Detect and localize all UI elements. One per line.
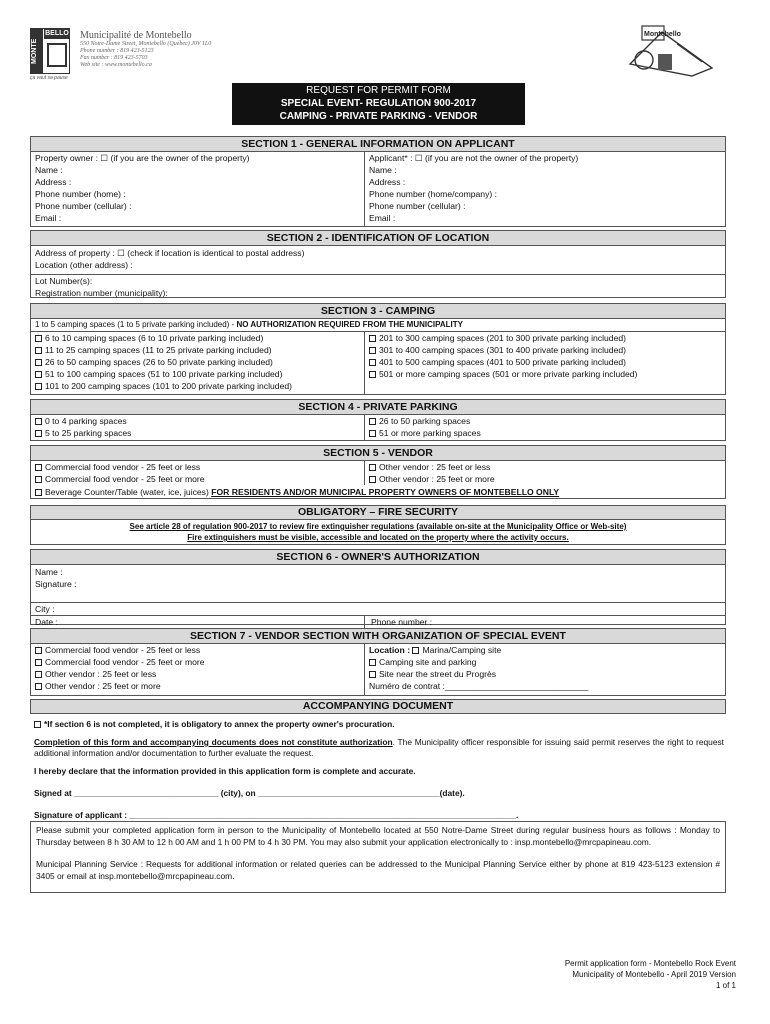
procuration-note: *If section 6 is not completed, it is obligatory to annex the property owner's procuration.: [34, 719, 724, 729]
vendor-event-option[interactable]: Other vendor : 25 feet or more: [31, 680, 364, 692]
section-7-header: SECTION 7 - VENDOR SECTION WITH ORGANIZATION OF SPECIAL EVENT: [30, 628, 726, 644]
parking-option[interactable]: 26 to 50 parking spaces: [365, 415, 725, 427]
fire-security-body: [30, 520, 726, 545]
checkbox[interactable]: [35, 335, 42, 342]
owner-address-field[interactable]: Address :: [35, 177, 72, 187]
owner-auth-phone-field[interactable]: Phone number :: [371, 617, 433, 627]
checkbox[interactable]: [369, 418, 376, 425]
vendor-option[interactable]: Commercial food vendor - 25 feet or more: [31, 473, 364, 485]
disclaimer-bold: Completion of this form and accompanying documents does not constitute authorization: [34, 737, 393, 747]
section-6-header: SECTION 6 - OWNER'S AUTHORIZATION: [30, 549, 726, 565]
owner-phone-home-field[interactable]: Phone number (home) :: [35, 189, 126, 199]
section-4-body: [30, 415, 726, 441]
checkbox[interactable]: [35, 464, 42, 471]
section-5-body: [30, 461, 726, 499]
camping-1-5-text: [31, 319, 725, 331]
applicant-signature-field[interactable]: Signature of applicant : ___________________________________________________________________________________.: [34, 810, 519, 820]
web-text: Web site : www.montebello.ca: [80, 62, 152, 68]
event-logo-text: Montebello: [644, 31, 681, 38]
section-3-header: SECTION 3 - CAMPING: [30, 303, 726, 319]
owner-auth-date-field[interactable]: Date :: [35, 617, 58, 627]
event-logo: [622, 24, 722, 80]
municipality-contact: [80, 41, 211, 69]
fax-text: Fax number : 819 423-5703: [80, 55, 148, 61]
submission-info-box: [30, 821, 726, 893]
owner-email-field[interactable]: Email :: [35, 213, 62, 223]
checkbox[interactable]: [35, 489, 42, 496]
municipality-logo: [30, 28, 70, 74]
logo-text-monte: MONTE: [31, 29, 43, 73]
checkbox[interactable]: [35, 359, 42, 366]
residents-only-text: FOR RESIDENTS AND/OR MUNICIPAL PROPERTY OWNERS OF MONTEBELLO ONLY: [211, 487, 560, 497]
applicant-column: [365, 152, 725, 224]
disclaimer-paragraph: Completion of this form and accompanying documents does not constitute authorization. The Municipality officer responsible for issuing said permit reserves the right to request additional information and/or documentation to further evaluate the request.: [34, 737, 724, 758]
section-4-header: SECTION 4 - PRIVATE PARKING: [30, 399, 726, 415]
checkbox[interactable]: [35, 418, 42, 425]
checkbox[interactable]: [369, 335, 376, 342]
location-option[interactable]: Site near the street du Progrès: [365, 668, 725, 680]
title-line-1: REQUEST FOR PERMIT FORM: [306, 85, 451, 96]
applicant-field[interactable]: Applicant* : ☐ (if you are not the owner of the property): [369, 153, 579, 163]
section-6-body: [30, 565, 726, 625]
lot-number-field[interactable]: Lot Number(s):: [35, 276, 93, 286]
footer-form-name: Permit application form - Montebello Rock Event: [564, 959, 736, 968]
parking-option[interactable]: 0 to 4 parking spaces: [31, 415, 364, 427]
footer-page-number: 1 of 1: [715, 981, 736, 990]
logo-caption: ça vaut sa pause: [30, 75, 68, 81]
registration-number-field[interactable]: Registration number (municipality):: [35, 288, 168, 298]
section-1-header: SECTION 1 - GENERAL INFORMATION ON APPLICANT: [30, 136, 726, 152]
checkbox[interactable]: [35, 383, 42, 390]
checkbox[interactable]: [35, 476, 42, 483]
checkbox[interactable]: [35, 647, 42, 654]
checkbox[interactable]: [35, 671, 42, 678]
checkbox[interactable]: [369, 359, 376, 366]
owner-phone-cell-field[interactable]: Phone number (cellular) :: [35, 201, 132, 211]
applicant-address-field[interactable]: Address :: [369, 177, 406, 187]
owner-name-field[interactable]: Name :: [35, 165, 63, 175]
owner-column: [31, 152, 364, 224]
no-authorization-text: NO AUTHORIZATION REQUIRED FROM THE MUNICIPALITY: [236, 320, 463, 329]
section-5-header: SECTION 5 - VENDOR: [30, 445, 726, 461]
location-other-field[interactable]: Location (other address) :: [35, 260, 133, 270]
logo-text-bello: BELLO: [45, 30, 69, 37]
location-option[interactable]: Location : Marina/Camping site: [369, 645, 502, 655]
section-7-body: [30, 644, 726, 696]
camping-1-5-label: 1 to 5 camping spaces (1 to 5 private parking included) -: [35, 320, 237, 329]
planning-service-info: Municipal Planning Service : Requests for additional information or related queries can be addressed to the Municipal Planning Service either by phone at 819 423-5123 extension # 3405 or email at insp.montebello@mrcpapineau.com.: [36, 859, 720, 881]
vendor-event-option[interactable]: Other vendor : 25 feet or less: [31, 668, 364, 680]
contract-number-field[interactable]: Numéro de contrat :______________________________: [369, 681, 589, 691]
beverage-option[interactable]: Beverage Counter/Table (water, ice, juices) FOR RESIDENTS AND/OR MUNICIPAL PROPERTY OWNERS OF MONTEBELLO ONLY: [31, 486, 725, 498]
applicant-email-field[interactable]: Email :: [369, 213, 396, 223]
camping-option[interactable]: 501 or more camping spaces (501 or more private parking included): [365, 368, 725, 380]
title-line-3: CAMPING - PRIVATE PARKING - VENDOR: [279, 111, 478, 122]
municipality-name: Municipalité de Montebello: [80, 30, 192, 41]
checkbox[interactable]: [35, 659, 42, 666]
declaration-text: I hereby declare that the information provided in this application form is complete and accurate.: [34, 766, 416, 776]
camping-option[interactable]: 11 to 25 camping spaces (11 to 25 private parking included): [31, 344, 364, 356]
vendor-event-option[interactable]: Commercial food vendor - 25 feet or less: [31, 644, 364, 656]
property-address-field[interactable]: Address of property : ☐ (check if location is identical to postal address): [35, 248, 305, 258]
vendor-option[interactable]: Other vendor : 25 feet or more: [365, 473, 725, 485]
page-footer: [440, 958, 736, 991]
parking-option[interactable]: 5 to 25 parking spaces: [31, 427, 364, 439]
section-2-header: SECTION 2 - IDENTIFICATION OF LOCATION: [30, 230, 726, 246]
checkbox[interactable]: [369, 430, 376, 437]
checkbox[interactable]: [369, 659, 376, 666]
checkbox[interactable]: [369, 476, 376, 483]
phone-text: Phone number : 819 423-5123: [80, 48, 154, 54]
footer-version: Municipality of Montebello - April 2019 Version: [572, 970, 736, 979]
checkbox[interactable]: [369, 347, 376, 354]
checkbox[interactable]: [412, 647, 419, 654]
location-label: Location :: [369, 645, 411, 655]
camping-option[interactable]: 201 to 300 camping spaces (201 to 300 private parking included): [365, 332, 725, 344]
owner-auth-city-field[interactable]: City :: [35, 604, 55, 614]
camping-option[interactable]: 101 to 200 camping spaces (101 to 200 private parking included): [31, 380, 364, 392]
camping-option[interactable]: 6 to 10 camping spaces (6 to 10 private parking included): [31, 332, 364, 344]
checkbox[interactable]: [369, 371, 376, 378]
applicant-phone-cell-field[interactable]: Phone number (cellular) :: [369, 201, 466, 211]
checkbox[interactable]: [35, 347, 42, 354]
signed-at-field[interactable]: Signed at _______________________________ (city), on _______________________________________(date).: [34, 788, 465, 798]
vendor-option[interactable]: Commercial food vendor - 25 feet or less: [31, 461, 364, 473]
location-option[interactable]: Camping site and parking: [365, 656, 725, 668]
checkbox[interactable]: [369, 671, 376, 678]
camping-option[interactable]: 26 to 50 camping spaces (26 to 50 private parking included): [31, 356, 364, 368]
submission-instructions: Please submit your completed application form in person to the Municipality of Montebello located at 550 Notre-Dame Street during regular business hours as follows : Monday to Thursday between 8 h 30 AM to 12 h 00 AM and 1 h 00 PM to 4 h 30 PM. You may also submit your application electronically to : insp.montebello@mrcpapineau.com.: [36, 825, 720, 847]
fire-security-header: OBLIGATORY – FIRE SECURITY: [30, 505, 726, 520]
parking-option[interactable]: 51 or more parking spaces: [365, 427, 725, 439]
fire-regulation-link: See article 28 of regulation 900-2017 to review fire extinguisher regulations (available on-site at the Municipality Office or Web-site): [129, 522, 627, 531]
owner-auth-name-field[interactable]: Name :: [35, 567, 63, 577]
accompanying-document-header: ACCOMPANYING DOCUMENT: [30, 699, 726, 714]
camping-option[interactable]: 51 to 100 camping spaces (51 to 100 private parking included): [31, 368, 364, 380]
vendor-option[interactable]: Other vendor : 25 feet or less: [365, 461, 725, 473]
title-line-2: SPECIAL EVENT- REGULATION 900-2017: [280, 98, 477, 109]
checkbox[interactable]: [34, 721, 41, 728]
camping-option[interactable]: 401 to 500 camping spaces (401 to 500 private parking included): [365, 356, 725, 368]
address-text: 550 Notre-Dame Street, Montebello (Québec) J0V 1L0: [80, 41, 212, 47]
camping-option[interactable]: 301 to 400 camping spaces (301 to 400 private parking included): [365, 344, 725, 356]
checkbox[interactable]: [35, 683, 42, 690]
form-title: [232, 83, 525, 125]
owner-auth-signature-field[interactable]: Signature :: [35, 579, 77, 589]
section-1-body: [30, 152, 726, 227]
checkbox[interactable]: [35, 430, 42, 437]
fire-extinguisher-text: Fire extinguishers must be visible, accessible and located on the property where the activity occurs.: [187, 533, 569, 542]
section-3-body: [30, 319, 726, 395]
applicant-phone-field[interactable]: Phone number (home/company) :: [369, 189, 498, 199]
checkbox[interactable]: [369, 464, 376, 471]
property-owner-field[interactable]: Property owner : ☐ (if you are the owner of the property): [35, 153, 250, 163]
applicant-name-field[interactable]: Name :: [369, 165, 397, 175]
section-2-body: [30, 246, 726, 298]
vendor-event-option[interactable]: Commercial food vendor - 25 feet or more: [31, 656, 364, 668]
checkbox[interactable]: [35, 371, 42, 378]
